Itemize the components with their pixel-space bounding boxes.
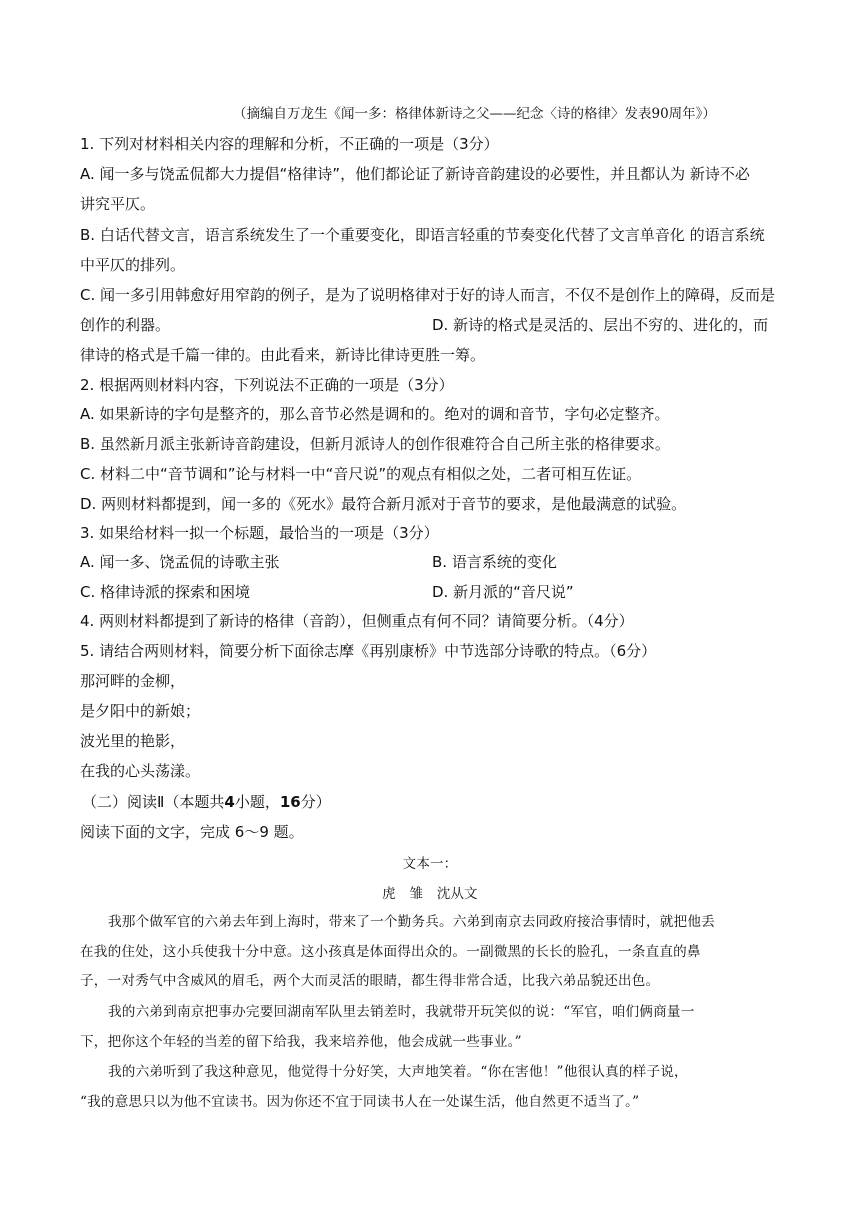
question-3-stem: 3. 如果给材料一拟一个标题，最恰当的一项是（3分） (80, 524, 439, 542)
section-2-heading-part: 分） (300, 793, 331, 811)
question-3-option-b: B. 语言系统的变化 (432, 553, 557, 571)
section-2-heading-part: 小题， (234, 793, 280, 811)
question-1-option-b: B. 白话代替文言，语言系统发生了一个重要变化，即语言轻重的节奏变化代替了文言单音化 的语言系统 (80, 226, 765, 244)
poem-line: 是夕阳中的新娘； (80, 702, 201, 720)
question-2-option-c: C. 材料二中“音节调和”论与材料一中“音尺说”的观点有相似之处，二者可相互佐证。 (80, 465, 642, 483)
text-1-paragraph-line: 我那个做军官的六弟去年到上海时，带来了一个勤务兵。六弟到南京去同政府接洽事情时，就把他丢 (108, 914, 715, 930)
question-1-option-a: A. 闻一多与饶孟侃都大力提倡“格律诗”，他们都论证了新诗音韵建设的必要性，并且都认为 新诗不必 (80, 165, 750, 183)
question-3-option-c: C. 格律诗派的探索和困境 (80, 583, 251, 601)
section-2-intro: 阅读下面的文字，完成 6～9 题。 (80, 823, 304, 841)
text-1-paragraph-line: 在我的住处，这小兵使我十分中意。这小孩真是体面得出众的。一副微黑的长长的脸孔，一条直直的鼻 (80, 944, 701, 960)
question-2-option-a: A. 如果新诗的字句是整齐的，那么音节必然是调和的。绝对的调和音节，字句必定整齐。 (80, 405, 670, 423)
text-1-paragraph-line: “我的意思只以为他不宜读书。因为你还不宜于同读书人在一处谋生活，他自然更不适当了。” (80, 1094, 640, 1110)
section-2-score: 16 (279, 793, 301, 811)
text-1-paragraph-line: 子，一对秀气中含威风的眉毛，两个大而灵活的眼睛，都生得非常合适，比我六弟品貌还出色。 (80, 973, 660, 989)
question-1-stem: 1. 下列对材料相关内容的理解和分析，不正确的一项是（3分） (80, 135, 499, 153)
section-2-heading-part: （二）阅读Ⅱ（本题共 (82, 793, 225, 811)
text-1-paragraph-line: 我的六弟到南京把事办完要回湖南军队里去销差时，我就带开玩笑似的说：“军官，咱们俩商量一 (108, 1004, 695, 1020)
section-2-heading (82, 792, 331, 812)
text-1-label: 文本一： (402, 856, 458, 872)
question-1-option-c-cont: 创作的利器。 (80, 316, 171, 334)
question-1-option-a-cont: 讲究平仄。 (80, 195, 156, 213)
question-4-stem: 4. 两则材料都提到了新诗的格律（音韵），但侧重点有何不同？请简要分析。（4分） (80, 612, 634, 630)
question-2-option-d: D. 两则材料都提到，闻一多的《死水》最符合新月派对于音节的要求，是他最满意的试验。 (80, 495, 687, 513)
question-1-option-b-cont: 中平仄的排列。 (80, 256, 186, 274)
source-note: （摘编自万龙生《闻一多：格律体新诗之父——纪念〈诗的格律〉发表90周年》） (233, 106, 716, 122)
question-3-option-a: A. 闻一多、饶孟侃的诗歌主张 (80, 553, 280, 571)
question-2-option-b: B. 虽然新月派主张新诗音韵建设，但新月派诗人的创作很难符合自己所主张的格律要求。 (80, 435, 670, 453)
text-1-title: 虎 雏 沈从文 (382, 886, 478, 902)
question-2-stem: 2. 根据两则材料内容，下列说法不正确的一项是（3分） (80, 376, 454, 394)
section-2-question-count: 4 (224, 793, 235, 811)
text-1-paragraph-line: 我的六弟听到了我这种意见，他觉得十分好笑，大声地笑着。“你在害他！”他很认真的样子说， (108, 1064, 688, 1080)
question-1-option-c: C. 闻一多引用韩愈好用窄韵的例子，是为了说明格律对于好的诗人而言，不仅不是创作上的障碍，反而是 (80, 286, 776, 304)
poem-line: 波光里的艳影， (80, 732, 186, 750)
text-1-paragraph-line: 下，把你这个年轻的当差的留下给我，我来培养他，他会成就一些事业。” (80, 1034, 522, 1050)
question-3-option-d: D. 新月派的“音尺说” (432, 583, 574, 601)
question-1-option-d-cont: 律诗的格式是千篇一律的。由此看来，新诗比律诗更胜一筹。 (80, 346, 486, 364)
question-1-option-d: D. 新诗的格式是灵活的、层出不穷的、进化的，而 (432, 316, 769, 334)
poem-line: 在我的心头荡漾。 (80, 762, 201, 780)
question-5-stem: 5. 请结合两则材料，简要分析下面徐志摩《再别康桥》中节选部分诗歌的特点。（6分） (80, 642, 657, 660)
poem-line: 那河畔的金柳， (80, 672, 186, 690)
